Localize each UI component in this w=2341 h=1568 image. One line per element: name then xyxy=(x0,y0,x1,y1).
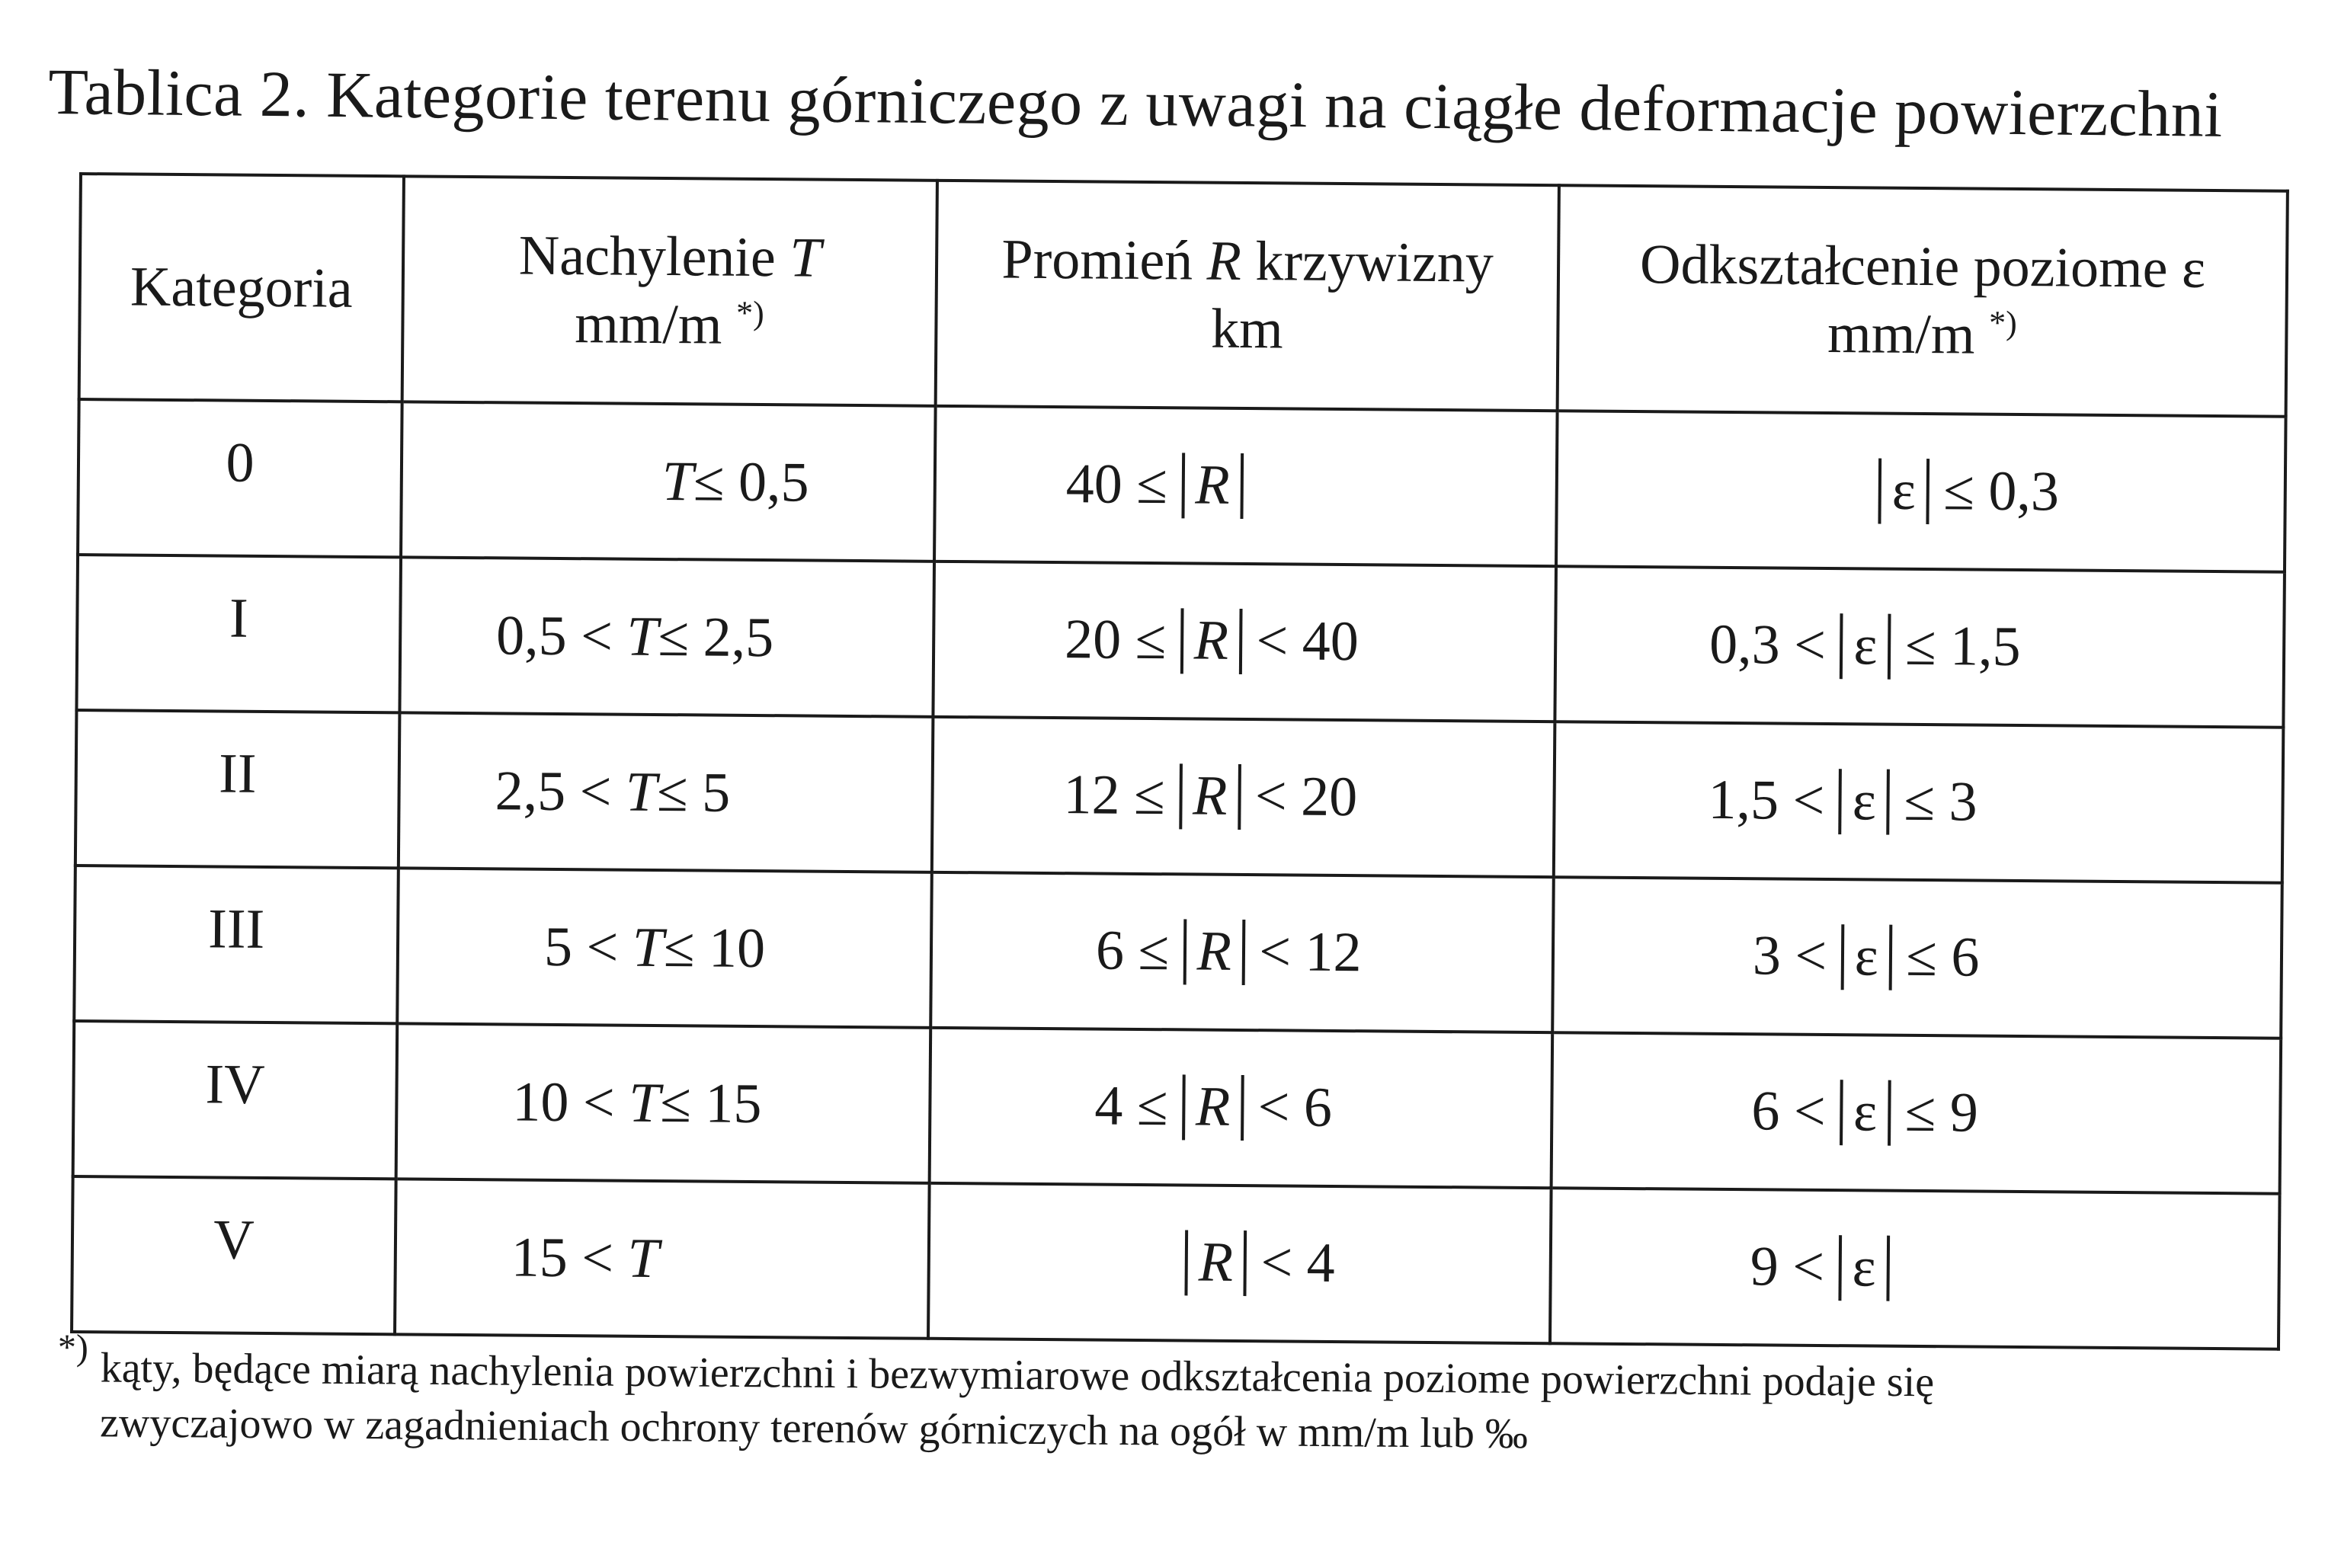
header-row xyxy=(79,174,2288,417)
radius-cell: 12 ≤ R < 20 xyxy=(932,717,1555,877)
footnote xyxy=(57,1327,2298,1467)
table-title: Tablica 2. Kategorie terenu górniczego z uwagi na ciągłe deformacje powierzchni xyxy=(47,54,2224,151)
strain-cell: 3 < ε ≤ 6 xyxy=(1552,877,2282,1038)
header-promien xyxy=(936,181,1559,411)
slope-cell: T≤ 0,5 xyxy=(401,402,936,561)
table-row xyxy=(78,399,2286,572)
header-nachylenie-label: Nachylenie xyxy=(518,224,777,290)
table-row xyxy=(73,1021,2282,1194)
category-cell: 0 xyxy=(78,399,402,557)
radius-cell: 40 ≤ R xyxy=(934,406,1558,566)
header-promien-label-2: krzywizny xyxy=(1255,230,1494,295)
strain-cell: 9 < ε xyxy=(1550,1188,2280,1349)
footnote-line-2: zwyczajowo w zagadnieniach ochrony terenów górniczych na ogół w mm/m lub ‰ xyxy=(99,1399,1529,1458)
radius-cell: 6 ≤ R < 12 xyxy=(930,872,1554,1032)
table-container xyxy=(70,172,2286,1348)
header-nachylenie xyxy=(402,176,937,405)
header-kategoria: Kategoria xyxy=(79,174,404,402)
strain-cell: ε ≤ 0,3 xyxy=(1556,411,2286,572)
footnote-mark: *) xyxy=(57,1327,89,1368)
strain-cell: 6 < ε ≤ 9 xyxy=(1552,1032,2282,1194)
category-cell: IV xyxy=(73,1021,398,1179)
slope-cell: 5 < T≤ 10 xyxy=(397,868,932,1027)
slope-cell: 10 < T≤ 15 xyxy=(396,1023,931,1182)
radius-cell: 4 ≤ R < 6 xyxy=(930,1028,1553,1188)
table-row xyxy=(74,866,2282,1038)
strain-cell: 0,3 < ε ≤ 1,5 xyxy=(1555,566,2285,728)
slope-cell: 0,5 < T≤ 2,5 xyxy=(399,557,934,716)
category-cell: II xyxy=(75,710,400,868)
deformation-categories-table xyxy=(70,172,2289,1351)
table-row xyxy=(72,1176,2280,1349)
radius-cell: 20 ≤ R < 40 xyxy=(933,562,1556,722)
radius-cell: R < 4 xyxy=(928,1183,1552,1343)
category-cell: V xyxy=(72,1176,396,1334)
header-odksztalcenie-footnote-mark: *) xyxy=(1988,304,2017,342)
header-promien-unit: km xyxy=(1210,297,1284,361)
header-odksztalcenie-label: Odkształcenie poziome ε xyxy=(1639,233,2206,301)
header-odksztalcenie-unit: mm/m xyxy=(1827,302,1975,366)
header-nachylenie-symbol: T xyxy=(789,226,821,290)
header-odksztalcenie xyxy=(1558,185,2288,416)
table-row xyxy=(75,710,2284,883)
strain-cell: 1,5 < ε ≤ 3 xyxy=(1554,722,2284,883)
header-promien-label: Promień xyxy=(1001,228,1193,293)
footnote-line-1: kąty, będące miarą nachylenia powierzchni i bezwymiarowe odkształcenia poziome powierzchni podaje się xyxy=(100,1344,1935,1406)
table-row xyxy=(76,555,2285,728)
category-cell: I xyxy=(76,555,401,712)
header-nachylenie-unit: mm/m xyxy=(574,293,722,357)
category-cell: III xyxy=(74,866,399,1023)
slope-cell: 2,5 < T≤ 5 xyxy=(399,712,934,872)
header-promien-symbol: R xyxy=(1206,229,1242,293)
header-nachylenie-footnote-mark: *) xyxy=(735,294,764,332)
slope-cell: 15 < T xyxy=(395,1179,930,1338)
